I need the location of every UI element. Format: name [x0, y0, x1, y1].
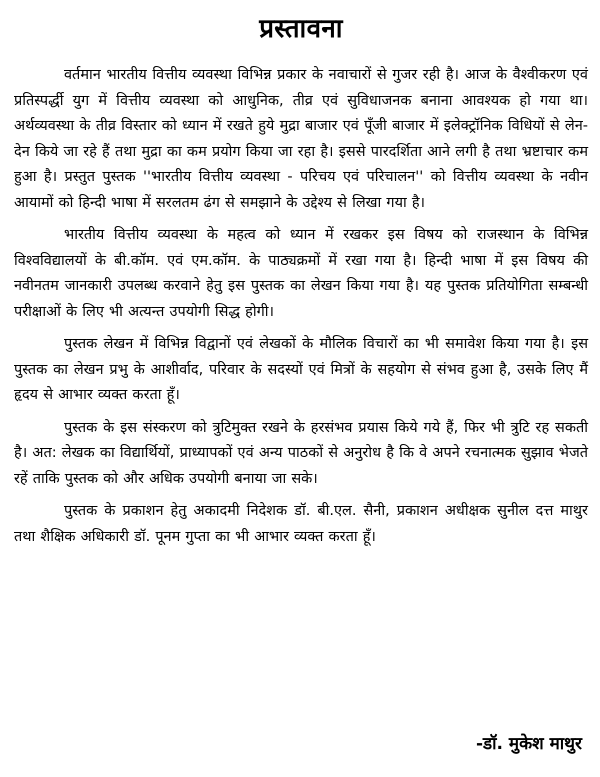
paragraph-2: भारतीय वित्तीय व्यवस्था के महत्व को ध्यान में रखकर इस विषय को राजस्थान के विभिन्न विश्वविद्यालयों के बी.कॉम. एवं एम.कॉम. के पाठ्यक्रमों में रखा गया है। हिन्दी भाषा में इस विषय की नवीनतम जानकारी उपलब्ध करवाने हेतु इस पुस्तक का लेखन किया गया है। यह पुस्तक प्रतियोगिता सम्बन्धी परीक्षाओं के लिए भी अत्यन्त उपयोगी सिद्ध होगी। — [14, 227, 588, 320]
paragraph-4: पुस्तक के इस संस्करण को त्रुटिमुक्त रखने के हरसंभव प्रयास किये गये हैं, फिर भी त्रुटि रह सकती है। अत: लेखक का विद्यार्थियों, प्राध्यापकों एवं अन्य पाठकों से अनुरोध है कि वे अपने रचनात्मक सुझाव भेजते रहें ताकि पुस्तक को और अधिक उपयोगी बनाया जा सके। — [14, 419, 588, 487]
paragraph-3: पुस्तक लेखन में विभिन्न विद्वानों एवं लेखकों के मौलिक विचारों का भी समावेश किया गया है। इस पुस्तक का लेखन प्रभु के आशीर्वाद, परिवार के सदस्यों एवं मित्रों के सहयोग से संभव हुआ है, उसके लिए मैं हृदय से आभार व्यक्त करता हूँ। — [14, 336, 588, 403]
paragraph-1: वर्तमान भारतीय वित्तीय व्यवस्था विभिन्न प्रकार के नवाचारों से गुजर रही है। आज के वैश्वीकरण एवं प्रतिस्पर्द्धी युग में वित्तीय व्यवस्था को आधुनिक, तीव्र एवं सुविधाजनक बनाना आवश्यक हो गया था। अर्थव्यवस्था के तीव्र विस्तार को ध्यान में रखते हुये मुद्रा बाजार एवं पूँजी बाजार में इलेक्ट्रॉनिक विधियों से लेन-देन किये जा रहे हैं तथा मुद्रा का कम प्रयोग किया जा रहा है। इससे पारदर्शिता आने लगी है तथा भ्रष्टाचार कम हुआ है। प्रस्तुत पुस्तक ''भारतीय वित्तीय व्यवस्था - परिचय एवं परिचालन'' को वित्तीय व्यवस्था के नवीन आयामों को हिन्दी भाषा में सरलतम ढंग से समझाने के उद्देश्य से लिखा गया है। — [14, 67, 588, 211]
preface-body — [14, 63, 588, 557]
paragraph-5: पुस्तक के प्रकाशन हेतु अकादमी निदेशक डॉ. बी.एल. सैनी, प्रकाशन अधीक्षक सुनील दत्त माथुर तथा शैक्षिक अधिकारी डॉ. पूनम गुप्ता का भी आभार व्यक्त करता हूँ। — [14, 503, 588, 545]
page-title: प्रस्तावना — [259, 14, 343, 44]
author-signature: -डॉ. मुकेश माथुर — [475, 734, 582, 754]
